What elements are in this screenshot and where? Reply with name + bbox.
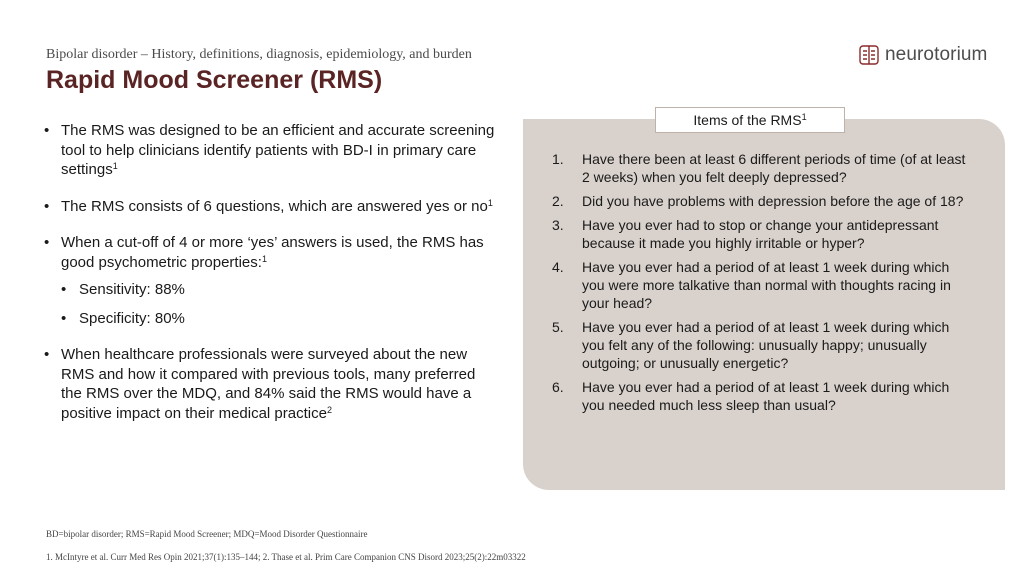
reference-marker: 1 [261, 253, 267, 264]
question-text: Have you ever had a period of at least 1 week during which you were more talkative than normal with thoughts racing in your head? [582, 259, 951, 311]
bullet-item [44, 197, 499, 217]
logo[interactable] [858, 44, 987, 66]
question-number: 3. [552, 217, 564, 233]
bullet-item [44, 345, 499, 423]
question-item [552, 378, 972, 414]
logo-text: neurotorium [885, 44, 988, 65]
question-number: 4. [552, 259, 564, 275]
question-number: 6. [552, 379, 564, 395]
question-text: Did you have problems with depression before the age of 18? [582, 193, 964, 209]
bullet-text: The RMS consists of 6 questions, which are answered yes or no [61, 197, 488, 215]
brain-icon [858, 44, 880, 66]
question-item [552, 216, 972, 252]
question-number: 1. [552, 151, 564, 167]
reference-marker: 1 [801, 112, 807, 122]
question-text: Have you ever had a period of at least 1 week during which you felt any of the following: unusually happy; unusually outgoing; or unusually energetic? [582, 319, 950, 371]
question-item [552, 150, 972, 186]
bullet-text: When healthcare professionals were surveyed about the new RMS and how it compared with previous tools, many preferred the RMS over the MDQ, and 84% said the RMS would have a positive impact on their medical practice [61, 346, 476, 422]
bullet-item [44, 233, 499, 328]
rms-question-list [552, 150, 972, 420]
reference-marker: 1 [112, 161, 118, 171]
bullet-list [44, 121, 499, 440]
bullet-item [44, 121, 499, 180]
bullet-text: The RMS was designed to be an efficient and accurate screening tool to help clinicians identify patients with BD-I in primary care settings [61, 122, 495, 178]
sub-bullet-sensitivity: • Sensitivity: 88% [61, 280, 499, 300]
bullet-text: When a cut-off of 4 or more ‘yes’ answers is used, the RMS has good psychometric properties: [61, 234, 484, 271]
references-footnote: 1. McIntyre et al. Curr Med Res Opin 2021;37(1):135–144; 2. Thase et al. Prim Care Companion CNS Disord 2023;25(2):22m03322 [46, 552, 526, 562]
question-number: 5. [552, 319, 564, 335]
panel-title [655, 107, 845, 133]
panel-title-text: Items of the RMS [693, 112, 802, 128]
page-title: Rapid Mood Screener (RMS) [46, 66, 383, 94]
breadcrumb-subtitle: Bipolar disorder – History, definitions, diagnosis, epidemiology, and burden [46, 47, 472, 62]
question-number: 2. [552, 193, 564, 209]
reference-marker: 1 [487, 197, 493, 208]
question-item [552, 258, 972, 312]
question-text: Have you ever had to stop or change your antidepressant because it made you highly irritable or hyper? [582, 217, 939, 251]
sub-bullet-specificity: • Specificity: 80% [61, 309, 499, 329]
question-item [552, 192, 972, 210]
question-text: Have you ever had a period of at least 1 week during which you needed much less sleep than usual? [582, 379, 950, 413]
reference-marker: 2 [326, 404, 332, 415]
abbreviations-footnote: BD=bipolar disorder; RMS=Rapid Mood Screener; MDQ=Mood Disorder Questionnaire [46, 529, 368, 539]
question-item [552, 318, 972, 372]
question-text: Have there been at least 6 different periods of time (of at least 2 weeks) when you felt deeply depressed? [582, 151, 966, 185]
sub-bullet-list [61, 280, 499, 328]
